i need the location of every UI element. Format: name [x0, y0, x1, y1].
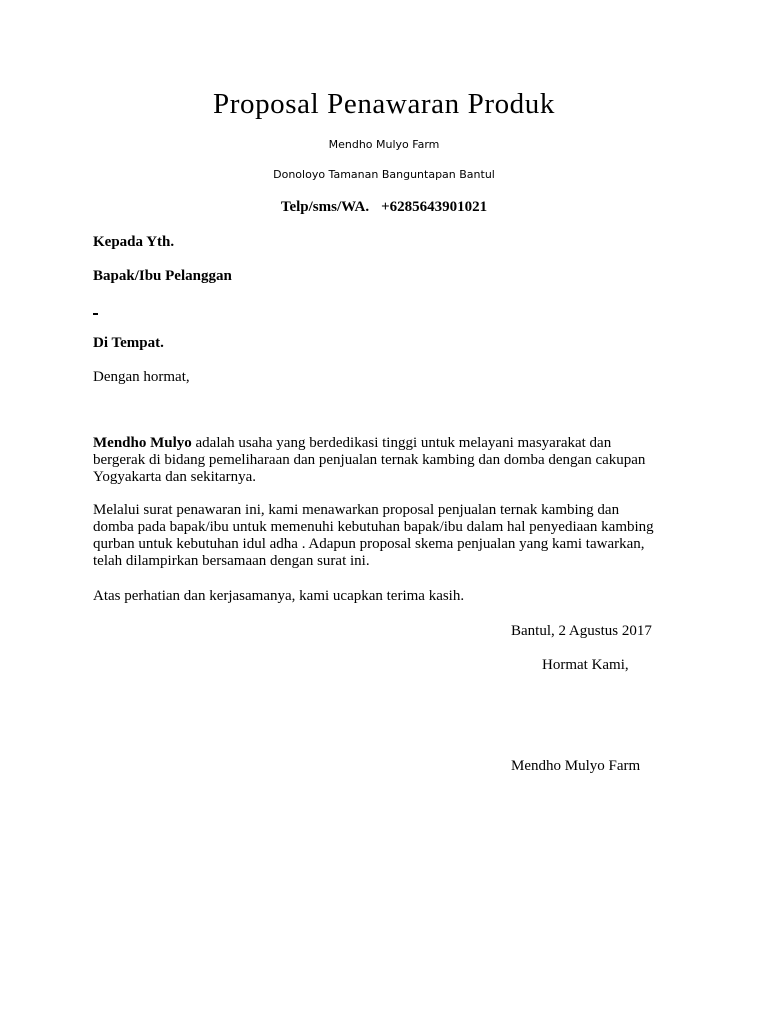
regards: Hormat Kami,: [542, 657, 629, 673]
paragraph-intro-line-1-rest: adalah usaha yang berdedikasi tinggi untuk melayani masyarakat dan: [195, 435, 612, 451]
paragraph-offer-line-2: domba pada bapak/ibu untuk memenuhi kebutuhan bapak/ibu dalam hal penyediaan kambing: [93, 519, 654, 535]
underline-dash: [93, 313, 98, 315]
recipient-place: Di Tempat.: [93, 335, 164, 351]
farm-name: Mendho Mulyo Farm: [328, 138, 440, 151]
paragraph-offer-line-3: qurban untuk kebutuhan idul adha . Adapun proposal skema penjualan yang kami tawarkan,: [93, 536, 645, 552]
signature: Mendho Mulyo Farm: [511, 758, 641, 774]
paragraph-offer: [93, 502, 683, 570]
contact-line: [0, 198, 768, 216]
paragraph-intro-line-3: Yogyakarta dan sekitarnya.: [93, 469, 257, 485]
paragraph-intro-line-2: bergerak di bidang pemeliharaan dan penjualan ternak kambing dan domba dengan cakupan: [93, 452, 646, 468]
contact-label: Telp/sms/WA.: [280, 199, 370, 215]
paragraph-intro: [93, 435, 683, 486]
paragraph-offer-line-4: telah dilampirkan bersamaan dengan surat ini.: [93, 553, 370, 569]
paragraph-offer-line-1: Melalui surat penawaran ini, kami menawarkan proposal penjualan ternak kambing dan: [93, 502, 620, 518]
contact-number: +6285643901021: [381, 199, 488, 215]
paragraph-intro-line-1: [93, 435, 683, 452]
recipient-to: Kepada Yth.: [93, 234, 175, 250]
place-date: Bantul, 2 Agustus 2017: [511, 623, 652, 639]
farm-address: Donoloyo Tamanan Banguntapan Bantul: [273, 168, 495, 181]
recipient-name: Bapak/Ibu Pelanggan: [93, 268, 232, 284]
closing-thanks: Atas perhatian dan kerjasamanya, kami ucapkan terima kasih.: [93, 588, 465, 604]
company-name-bold: Mendho Mulyo: [93, 435, 192, 451]
document-title: Proposal Penawaran Produk: [212, 88, 555, 120]
greeting: Dengan hormat,: [93, 369, 190, 385]
